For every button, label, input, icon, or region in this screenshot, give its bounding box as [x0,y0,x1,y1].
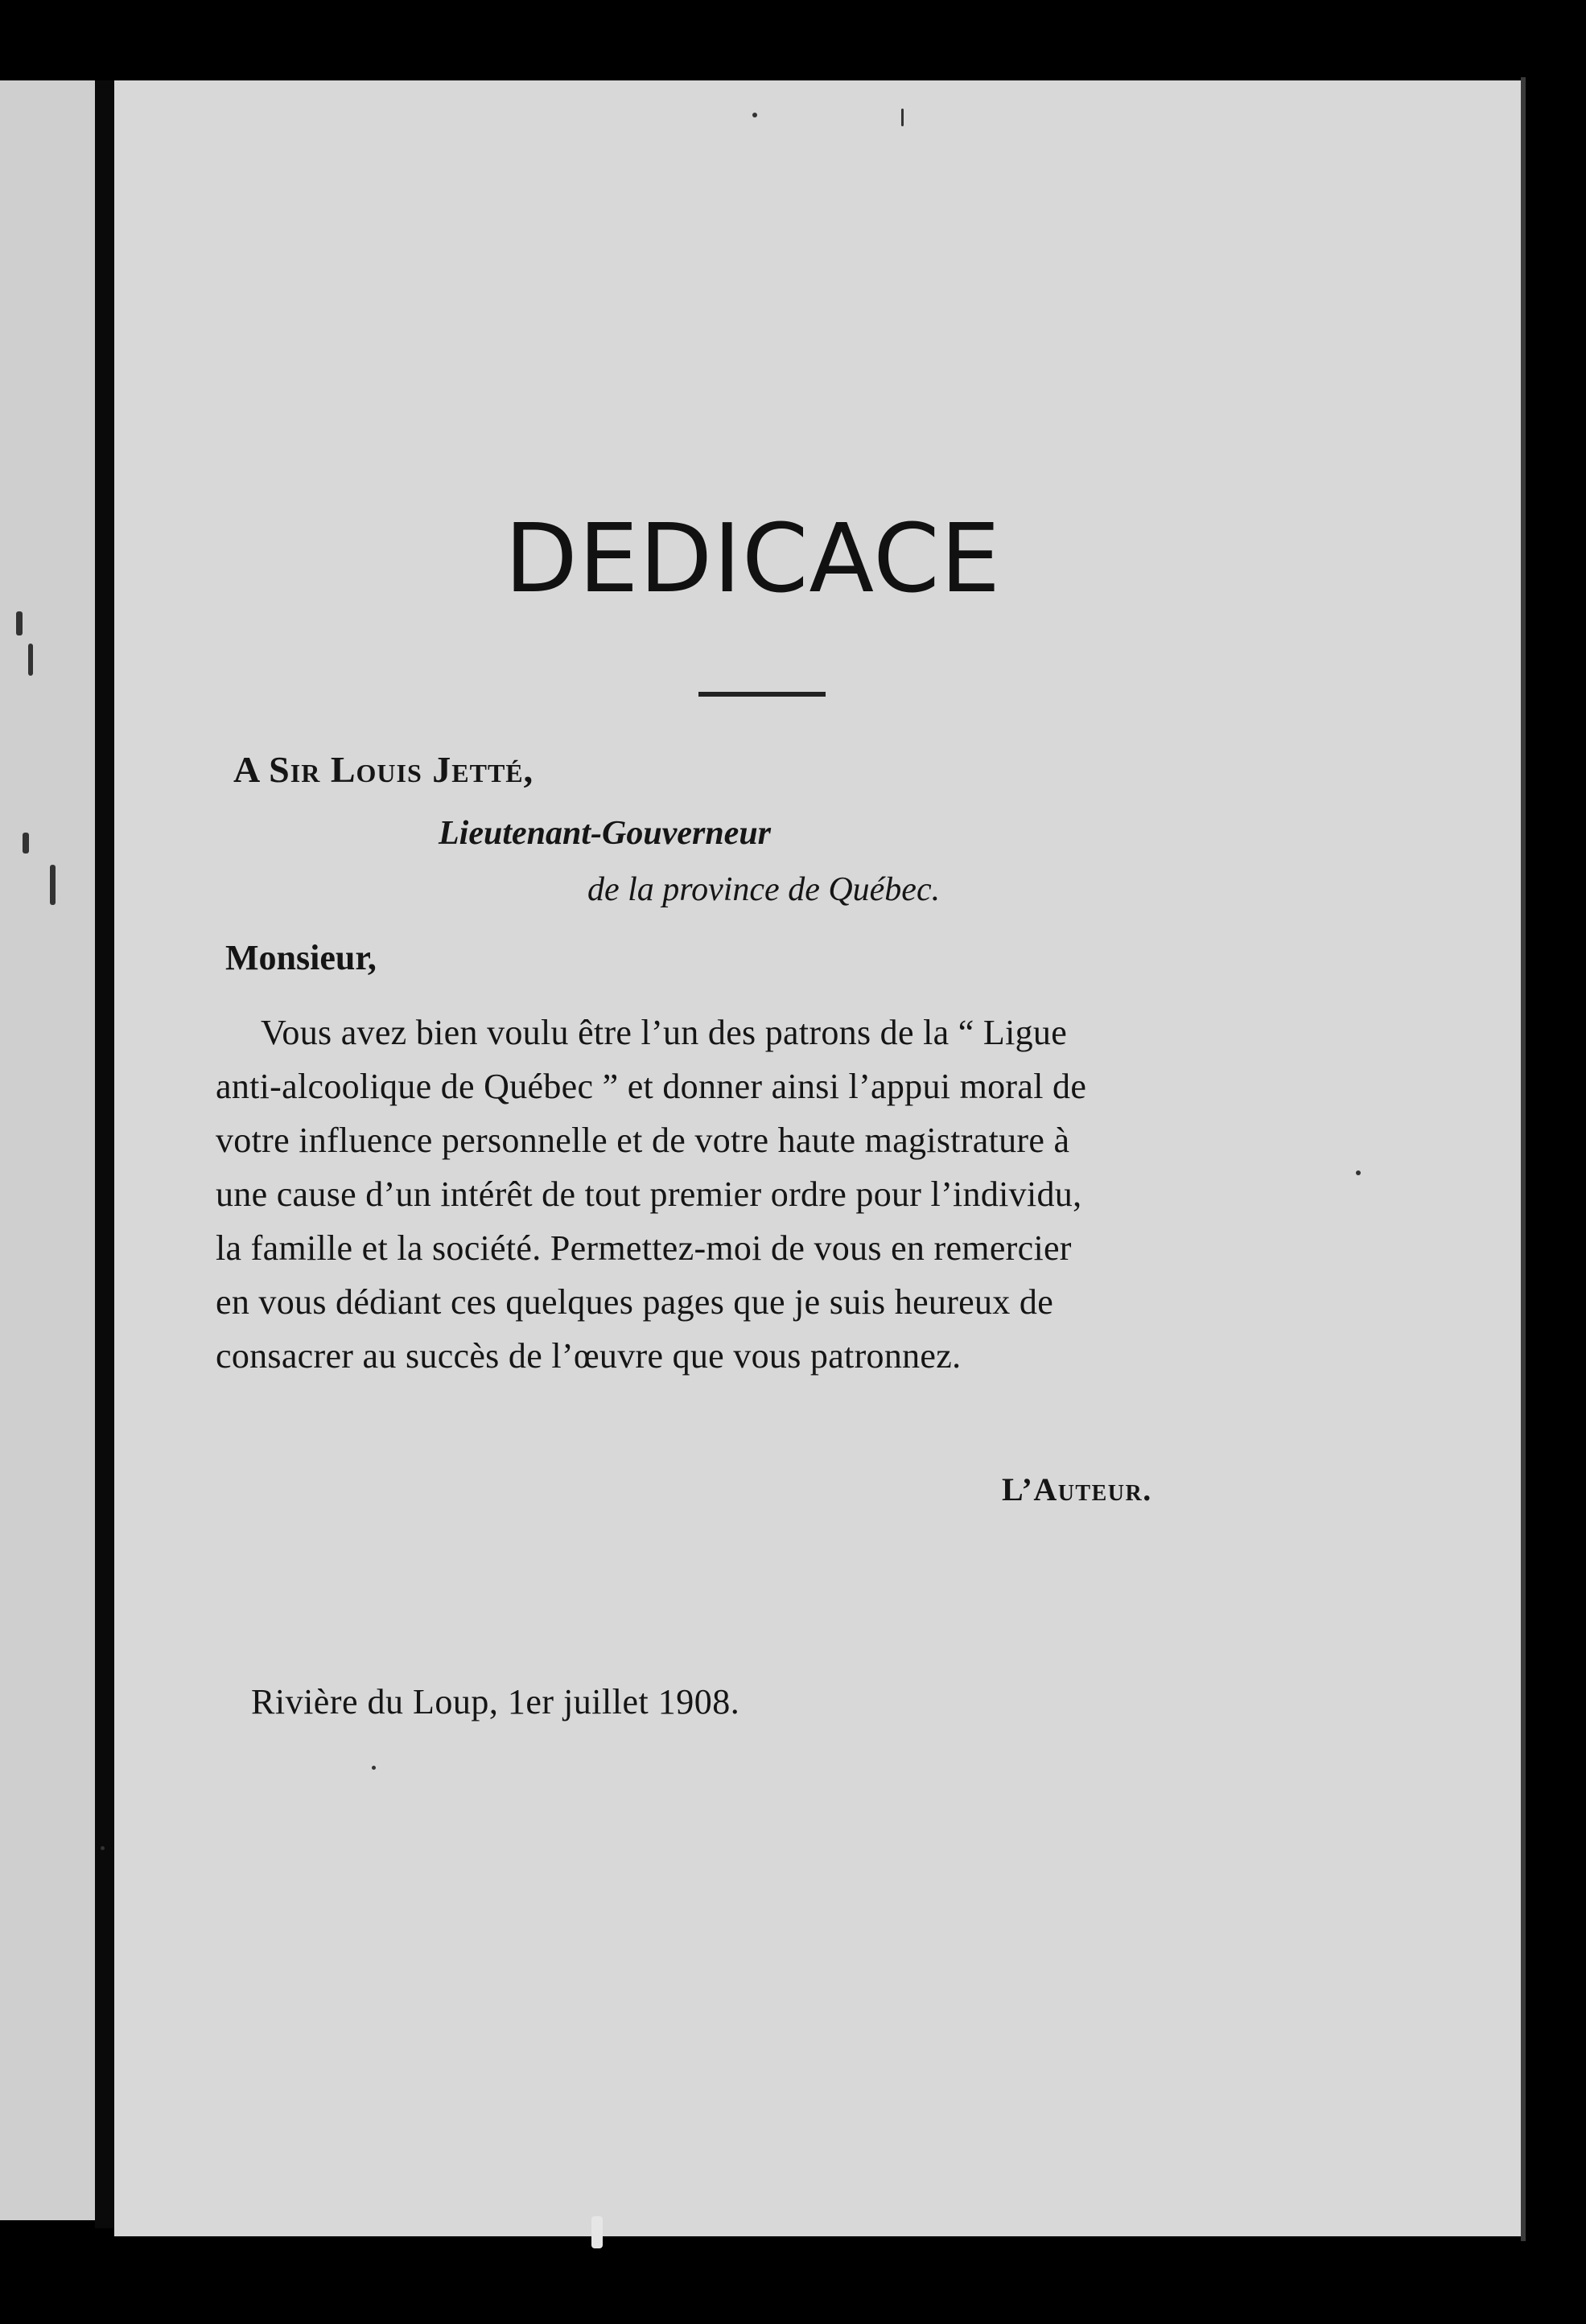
scan-speck [901,109,904,126]
paragraph-line: consacrer au succès de l’œuvre que vous patronnez. [216,1336,962,1376]
scan-speck [50,865,56,905]
title-divider [698,692,826,697]
scan-speck [16,611,23,636]
scan-speck [372,1766,376,1770]
scan-speck [591,2216,603,2248]
author-signature: L’Auteur. [1002,1471,1152,1508]
paragraph-line: votre influence personnelle et de votre haute magistrature à [216,1121,1070,1160]
page-right-edge [1521,77,1526,2241]
scan-speck [1356,1170,1361,1175]
paragraph-line: en vous dédiant ces quelques pages que je suis heureux de [216,1282,1054,1322]
binding-gutter [95,80,114,2228]
scan-speck [752,113,757,117]
dedicatee-title: Lieutenant-Gouverneur [439,815,772,852]
paragraph-line: une cause d’un intérêt de tout premier ordre pour l’individu, [216,1174,1082,1214]
scan-speck [23,833,29,854]
scan-speck [28,644,33,676]
page-title: DEDICACE [504,503,1002,614]
place-and-date: Rivière du Loup, 1er juillet 1908. [251,1682,740,1721]
paragraph-line: anti-alcoolique de Québec ” et donner ainsi l’appui moral de [216,1067,1087,1106]
salutation: Monsieur, [225,938,377,977]
dedicatee-name: A Sir Louis Jetté, [233,749,534,790]
paragraph-line: Vous avez bien voulu être l’un des patrons de la “ Ligue [261,1013,1068,1052]
facing-page-edge [0,80,95,2220]
scan-speck [101,1846,105,1850]
dedication-paragraph [216,1006,1278,1383]
dedicatee-province: de la province de Québec. [587,871,941,908]
paragraph-line: la famille et la société. Permettez-moi de vous en remercier [216,1228,1072,1268]
